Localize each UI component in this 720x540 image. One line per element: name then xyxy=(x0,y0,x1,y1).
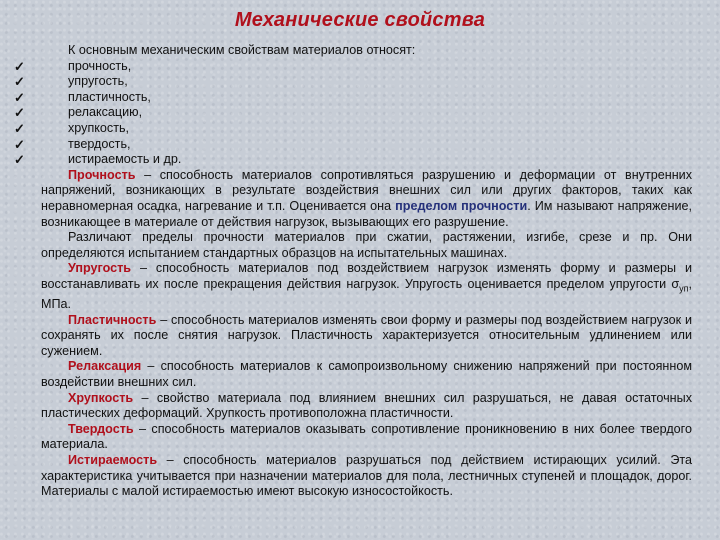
strength-paragraph: Прочность – способность материалов сопротивляться разрушению и деформации от внутренних напряжений, возникающих в результате воздействия внешних сил или других факторов, таких как неравномерная осадка, нагревание и т.п. Оценивается она пределом прочности. Им называют напряжение, возникающее в материале от действия нагрузок, вызывающих его разрушение. xyxy=(41,167,692,229)
properties-list xyxy=(14,58,692,168)
limits-paragraph: Различают пределы прочности материалов при сжатии, растяжении, изгибе, срезе и пр. Они определяются испытанием стандартных образцов на испытательных машинах. xyxy=(41,230,692,260)
intro-text: К основным механическим свойствам материалов относят: xyxy=(68,43,416,57)
check-icon: ✓ xyxy=(14,89,25,105)
term-strength-limit: пределом прочности xyxy=(395,198,528,213)
elasticity-paragraph: Упругость – способность материалов под воздействием нагрузок изменять форму и размеры и восстанавливать их после прекращения действия нагрузок. Упругость оценивается пределом упругости $\sigma_{уп}$, МПа. xyxy=(41,261,692,312)
plasticity-paragraph: Пластичность – способность материалов изменять свои форму и размеры под воздействием нагрузок и сохранять их после снятия нагрузок. Пластичность характеризуется относительным удлинением или сужением. xyxy=(41,312,692,358)
check-icon: ✓ xyxy=(14,105,25,121)
brittleness-paragraph: Хрупкость – свойство материала под влиянием внешних сил разрушаться, не давая остаточных пластических деформаций. Хрупкость противоположна пластичности. xyxy=(41,390,692,421)
relaxation-paragraph: Релаксация – способность материалов к самопроизвольному снижению напряжений при постоянном воздействии внешних сил. xyxy=(41,359,692,389)
list-item: ✓ твердость, xyxy=(14,136,131,152)
check-icon: ✓ xyxy=(14,136,25,152)
abrasion-paragraph: Истираемость – способность материалов разрушаться под действием истирающих усилий. Эта характеристика учитывается при назначении материалов для пола, лестничных ступеней и площадок, дорог. Материалы с малой истираемостью имеют высокую износостойкость. xyxy=(41,452,692,499)
list-item: ✓ пластичность, xyxy=(14,89,151,105)
list-item: ✓ релаксацию, xyxy=(14,105,143,121)
term-brittleness: Хрупкость xyxy=(68,390,134,405)
check-icon: ✓ xyxy=(14,74,25,90)
list-item: ✓ истираемость и др. xyxy=(14,152,182,168)
check-icon: ✓ xyxy=(14,152,25,168)
check-icon: ✓ xyxy=(14,120,25,136)
term-strength: Прочность xyxy=(68,167,136,182)
slide-title: Механические свойства xyxy=(234,9,486,31)
check-icon: ✓ xyxy=(14,58,25,74)
term-hardness: Твердость xyxy=(68,421,134,436)
hardness-paragraph: Твердость – способность материалов оказывать сопротивление проникновению в них более твердого материала. xyxy=(41,421,692,452)
list-item: ✓ хрупкость, xyxy=(14,120,130,136)
list-item: ✓ упругость, xyxy=(14,74,128,90)
slide-body xyxy=(14,43,692,500)
term-elasticity: Упругость xyxy=(68,261,132,276)
term-abrasion: Истираемость xyxy=(68,452,158,467)
term-plasticity: Пластичность xyxy=(68,312,157,327)
term-relaxation: Релаксация xyxy=(68,359,142,374)
list-item: ✓ прочность, xyxy=(14,58,132,74)
